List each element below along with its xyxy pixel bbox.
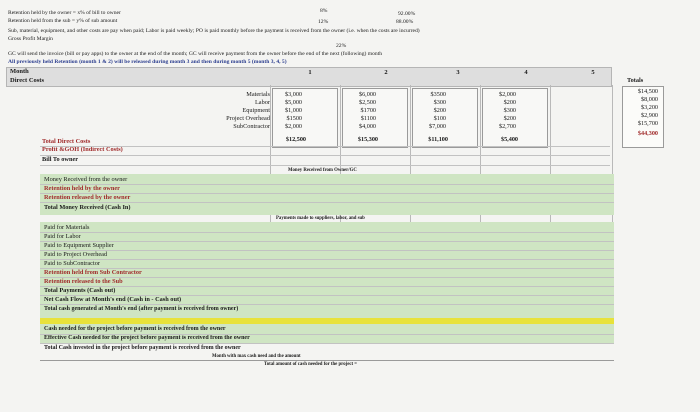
gross-margin-value: 22%	[336, 43, 347, 49]
max-month-label: Month with max cash need and the amount	[212, 354, 301, 359]
m3-overhead: $100	[433, 115, 446, 122]
month-4-header: 4	[524, 69, 528, 76]
m1-overhead: $1500	[286, 115, 302, 122]
total-direct-costs-label: Total Direct Costs	[42, 138, 91, 145]
retention-sub-pct: 12%	[318, 19, 329, 25]
month-label: Month	[10, 68, 29, 75]
m4-materials: $2,000	[498, 91, 516, 98]
gross-margin-label: Gross Profit Margin	[8, 36, 53, 42]
needed-row-1: Effective Cash needed for the project before payment is received from the owner	[44, 335, 250, 341]
m1-total: $12,500	[285, 136, 306, 143]
gc-invoice-note: GC will send the invoice (bill or pay apps) to the owner at the end of the month; GC will receive payment from the owner before the end of the next (following) month	[8, 51, 383, 57]
bill-to-owner-label: Bill To owner	[42, 156, 79, 163]
cost-label-overhead: Project Overhead	[226, 115, 270, 122]
m2-overhead: $1100	[360, 115, 376, 122]
needed-row-2: Total Cash invested in the project before payment is received from the owner	[44, 345, 241, 351]
retention-sub-note: Retention held from the sub = y% of sub amount	[8, 18, 118, 24]
m3-sub: $7,000	[428, 123, 446, 130]
tot-labor: $8,000	[640, 96, 658, 103]
m2-materials: $6,000	[358, 91, 376, 98]
cost-label-materials: Materials	[246, 91, 270, 98]
cost-label-subcontractor: SubContractor	[233, 123, 270, 130]
m4-total: $5,400	[500, 136, 518, 143]
tot-materials: $14,500	[637, 88, 658, 95]
needed-row-0: Cash needed for the project before payment is received from the owner	[44, 326, 226, 332]
m2-labor: $2,500	[358, 99, 376, 106]
pct-88: 88.00%	[396, 19, 414, 25]
month-3-header: 3	[456, 69, 460, 76]
totals-header: Totals	[627, 77, 644, 84]
payments-header: Payments made to suppliers, labor, and sub	[276, 216, 365, 221]
received-row-3: Total Money Received (Cash In)	[44, 204, 131, 211]
tot-total: $44,300	[637, 130, 658, 137]
retention-owner-note: Retention held by the owner = x% of bill to owner	[8, 10, 121, 16]
m1-materials: $3,000	[284, 91, 302, 98]
payment-row-7: Total Payments (Cash out)	[44, 287, 116, 294]
payment-row-4: Paid to SubContractor	[44, 260, 100, 267]
m3-labor: $300	[433, 99, 446, 106]
payment-row-5: Retention held from Sub Contractor	[44, 269, 142, 276]
m2-sub: $4,000	[358, 123, 376, 130]
cost-label-equipment: Equipment	[242, 107, 270, 114]
payment-row-8: Net Cash Flow at Month's end (Cash in - Cash out)	[44, 296, 182, 303]
m4-labor: $200	[503, 99, 516, 106]
month-1-header: 1	[308, 69, 312, 76]
m2-equipment: $1700	[360, 107, 376, 114]
m4-overhead: $200	[503, 115, 516, 122]
m1-labor: $5,000	[284, 99, 302, 106]
m1-sub: $2,000	[284, 123, 302, 130]
tot-equipment: $3,200	[640, 104, 658, 111]
payment-row-0: Paid for Materials	[44, 224, 90, 231]
payment-row-2: Paid to Equipment Supplier	[44, 242, 114, 249]
tot-sub: $15,700	[637, 120, 658, 127]
money-received-header: Money Received from Owner/GC	[288, 168, 357, 173]
payment-row-3: Paid to Project Overhead	[44, 251, 108, 258]
profit-label: Profit &GOH (Indirect Costs)	[42, 146, 123, 153]
month-5-header: 5	[591, 69, 595, 76]
tot-overhead: $2,900	[640, 112, 658, 119]
m3-equipment: $200	[433, 107, 446, 114]
m1-equipment: $1,000	[284, 107, 302, 114]
m3-total: $11,100	[428, 136, 448, 143]
direct-costs-label: Direct Costs	[10, 77, 44, 84]
payment-row-6: Retention released to the Sub	[44, 278, 123, 285]
received-row-2: Retention released by the owner	[44, 194, 131, 201]
m3-materials: $3500	[430, 91, 446, 98]
m4-equipment: $300	[503, 107, 516, 114]
received-row-0: Money Received from the owner	[44, 176, 128, 183]
payment-row-1: Paid for Labor	[44, 233, 81, 240]
payment-terms-note: Sub, material, equipment, and other costs are pay when paid; Labor is paid weekly; PO is paid monthly before the payment is received from the owner (i.e. when the costs are incurred)	[8, 28, 420, 34]
m4-sub: $2,700	[498, 123, 516, 130]
month-2-header: 2	[384, 69, 388, 76]
total-amount-label: Total amount of cash needed for the project =	[264, 362, 357, 367]
retention-release-note: All previously held Retention (month 1 & 2) will be released during month 3 and then during month 5 (month 3, 4, 5)	[8, 59, 287, 65]
cost-label-labor: Labor	[254, 99, 270, 106]
received-row-1: Retention held by the owner	[44, 185, 120, 192]
retention-owner-pct: 8%	[320, 8, 328, 14]
pct-92: 92.00%	[398, 11, 416, 17]
m2-total: $15,300	[357, 136, 378, 143]
payment-row-9: Total cash generated at Month's end (after payment is received from owner)	[44, 306, 239, 312]
